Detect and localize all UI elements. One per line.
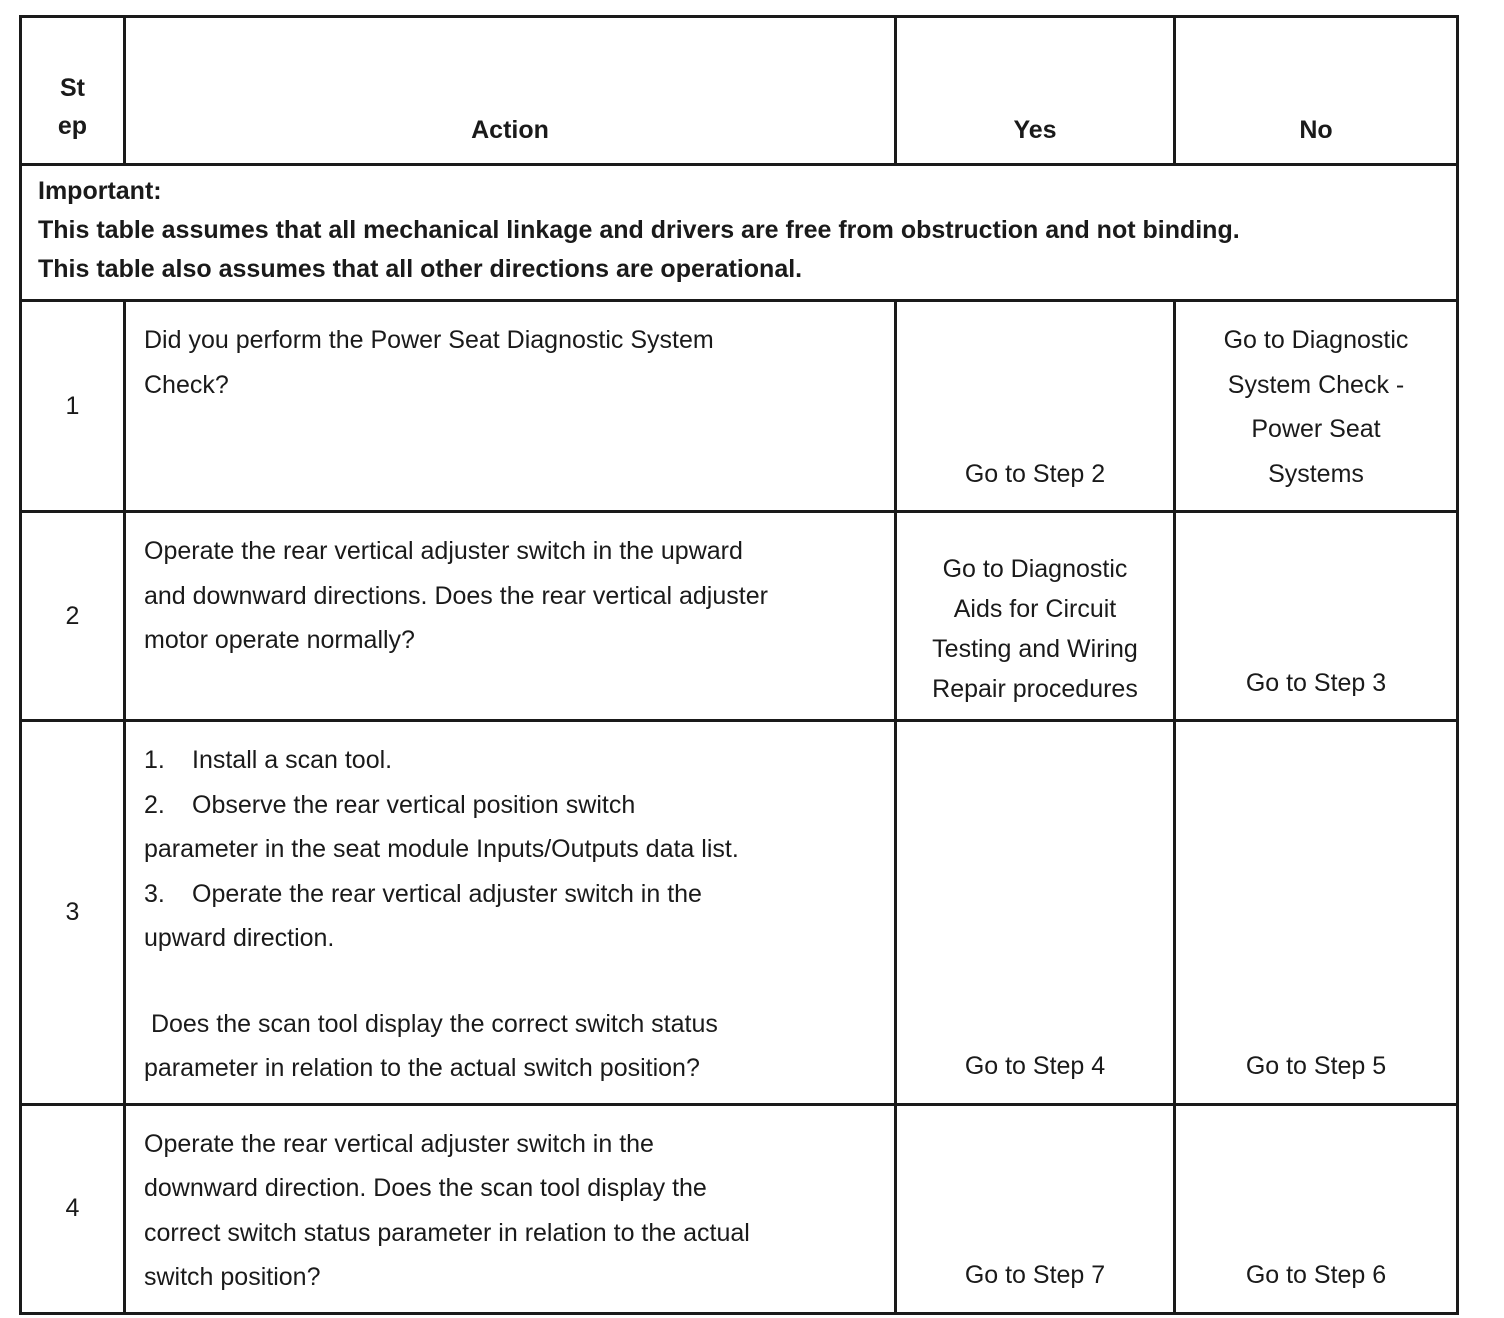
header-no: No (1175, 17, 1458, 165)
no-cell (1175, 512, 1458, 721)
question-line: parameter in relation to the actual switch position? (144, 1054, 700, 1082)
yes-cell (896, 512, 1175, 721)
yes-line: Go to Diagnostic (942, 555, 1128, 583)
header-step-line2: ep (57, 112, 88, 140)
important-note (21, 165, 1458, 301)
header-yes: Yes (896, 17, 1175, 165)
header-action: Action (125, 17, 896, 165)
action-list-item (144, 916, 878, 961)
table-row (21, 1104, 1458, 1313)
important-title: Important: (38, 177, 162, 205)
action-line: switch position? (144, 1263, 321, 1291)
diagnostic-table (19, 15, 1459, 1315)
yes-line: Go to Step 7 (964, 1261, 1106, 1289)
action-cell (125, 301, 896, 512)
yes-line: Go to Step 4 (964, 1052, 1106, 1080)
item-text: Install a scan tool. (192, 746, 393, 774)
no-line: Go to Step 3 (1245, 668, 1387, 697)
action-list-item (144, 783, 878, 828)
action-list-item (144, 827, 878, 872)
yes-cell (896, 721, 1175, 1105)
item-number: 3. (144, 879, 165, 908)
action-line: downward direction. Does the scan tool display the (144, 1174, 707, 1202)
item-text: parameter in the seat module Inputs/Outputs data list. (144, 835, 739, 863)
important-line-1: This table assumes that all mechanical linkage and drivers are free from obstruction and not binding. (38, 216, 1240, 244)
action-list-item (144, 872, 878, 917)
item-number: 1. (144, 746, 165, 774)
no-line: Go to Step 5 (1245, 1052, 1387, 1080)
action-line: and downward directions. Does the rear vertical adjuster (144, 581, 768, 610)
action-cell (125, 512, 896, 721)
table-row (21, 512, 1458, 721)
header-row (21, 17, 1458, 165)
action-line: correct switch status parameter in relation to the actual (144, 1218, 750, 1247)
no-line: Systems (1268, 459, 1364, 488)
yes-line: Aids for Circuit (953, 595, 1117, 623)
item-text: Operate the rear vertical adjuster switch in the (192, 879, 702, 908)
yes-line: Go to Step 2 (964, 459, 1106, 488)
item-text: Observe the rear vertical position switch (192, 790, 636, 819)
table-row (21, 301, 1458, 512)
header-step (21, 17, 125, 165)
yes-cell (896, 1104, 1175, 1313)
action-list-item (144, 738, 878, 783)
action-line: Operate the rear vertical adjuster switch in the upward (144, 537, 743, 565)
no-line: System Check - (1227, 370, 1405, 399)
action-line: Operate the rear vertical adjuster switch in the (144, 1129, 654, 1158)
header-step-line1: St (60, 74, 85, 102)
no-cell (1175, 301, 1458, 512)
yes-line: Testing and Wiring (932, 635, 1138, 663)
no-cell (1175, 721, 1458, 1105)
no-line: Power Seat (1251, 415, 1381, 443)
no-line: Go to Step 6 (1245, 1261, 1387, 1289)
action-line: Did you perform the Power Seat Diagnostic System (144, 326, 714, 354)
important-row (21, 165, 1458, 301)
step-number: 1 (21, 301, 125, 512)
no-cell (1175, 1104, 1458, 1313)
spacer (144, 961, 878, 1002)
item-number: 2. (144, 790, 165, 819)
question-line: Does the scan tool display the correct switch status (144, 1009, 718, 1038)
action-cell (125, 721, 896, 1105)
action-cell (125, 1104, 896, 1313)
table-row (21, 721, 1458, 1105)
no-line: Go to Diagnostic (1223, 326, 1409, 354)
step-number: 3 (21, 721, 125, 1105)
action-line: Check? (144, 370, 229, 399)
item-text: upward direction. (144, 924, 335, 952)
yes-cell (896, 301, 1175, 512)
step-number: 2 (21, 512, 125, 721)
action-line: motor operate normally? (144, 626, 415, 654)
step-number: 4 (21, 1104, 125, 1313)
important-line-2: This table also assumes that all other directions are operational. (38, 255, 803, 283)
yes-line: Repair procedures (932, 675, 1138, 703)
